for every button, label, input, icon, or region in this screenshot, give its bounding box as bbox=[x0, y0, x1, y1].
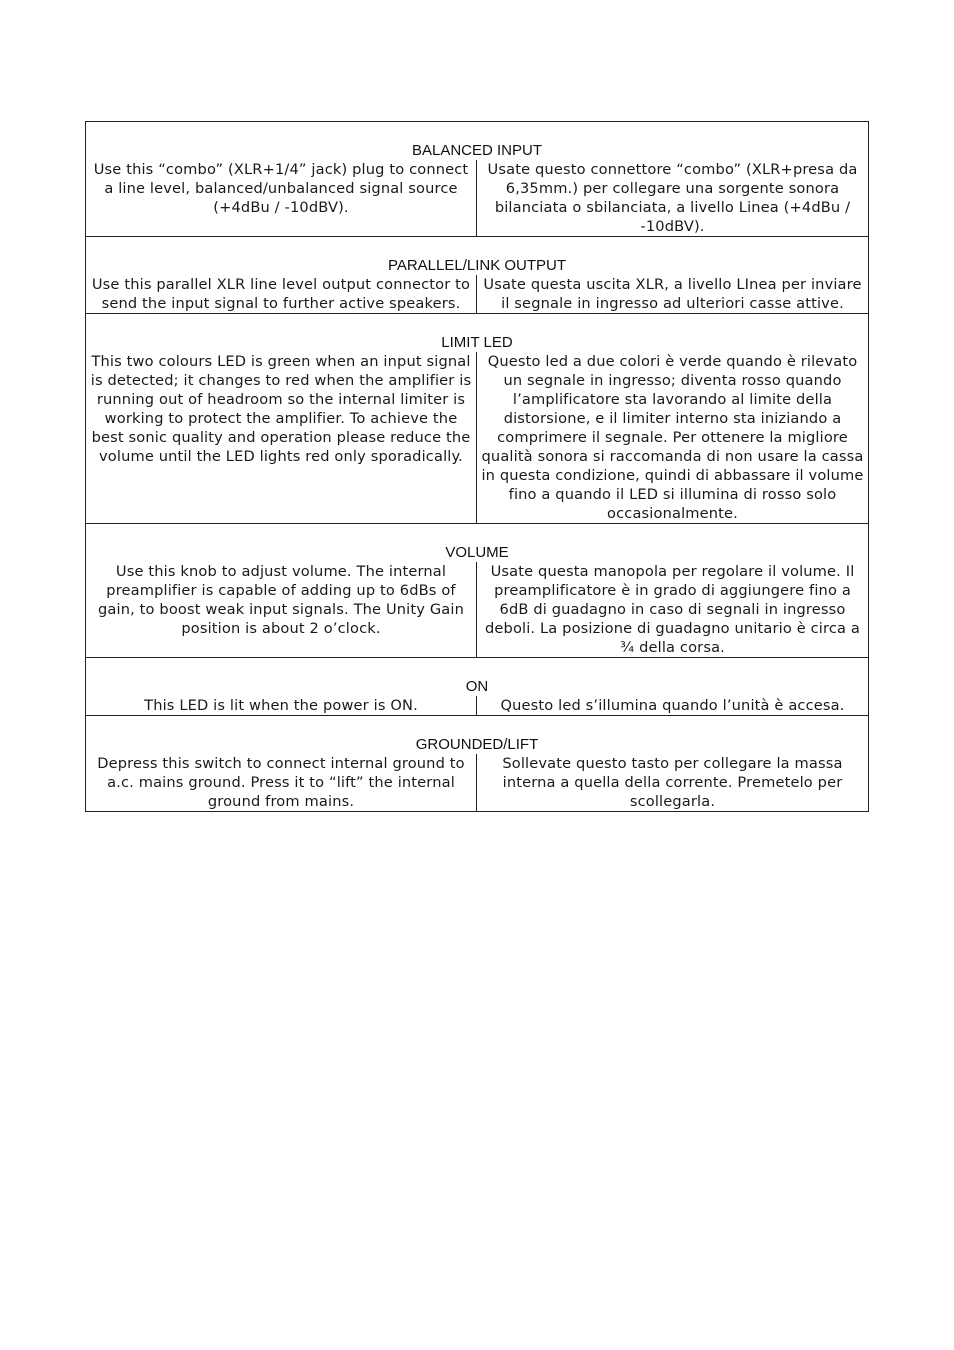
section-title: GROUNDED/LIFT bbox=[415, 736, 539, 753]
section-balanced-input bbox=[86, 141, 868, 237]
italian-description: Usate questa uscita XLR, a livello LInea per inviare il segnale in ingresso ad ulteriori casse attive. bbox=[483, 276, 862, 312]
section-title: LIMIT LED bbox=[441, 334, 513, 351]
italian-description: Usate questa manopola per regolare il volume. Il preamplificatore è in grado di aggiungere fino a 6dB di guadagno in caso di segnali in ingresso deboli. La posizione di guadagno unitario è circa a ¾ della corsa. bbox=[484, 563, 860, 656]
english-description: This two colours LED is green when an input signal is detected; it changes to red when the amplifier is running out of headroom so the internal limiter is working to protect the amplifier. To achieve the best sonic quality and operation please reduce the volume until the LED lights red only sporadically. bbox=[86, 352, 477, 523]
section-title: ON bbox=[465, 678, 489, 695]
italian-description: Questo led a due colori è verde quando è rilevato un segnale in ingresso; diventa rosso quando l’amplificatore sta lavorando al limite della distorsione, e il limiter interno sta iniziando a comprimere il segnale. Per ottenere la migliore qualità sonora si raccomanda di non usare la cassa in questa condizione, quindi di abbassare il volume fino a quando il LED si illumina di rosso solo occasionalmente. bbox=[481, 353, 864, 522]
english-description: Use this parallel XLR line level output connector to send the input signal to further active speakers. bbox=[86, 275, 477, 313]
section-title: VOLUME bbox=[445, 544, 509, 561]
section-grounded-lift bbox=[86, 735, 868, 811]
specs-table bbox=[85, 121, 869, 812]
italian-description: Sollevate questo tasto per collegare la massa interna a quella della corrente. Premetelo per scollegarla. bbox=[502, 755, 843, 810]
italian-description: Questo led s’illumina quando l’unità è accesa. bbox=[500, 697, 845, 714]
english-description: Use this “combo” (XLR+1/4” jack) plug to connect a line level, balanced/unbalanced signal source (+4dBu / -10dBV). bbox=[86, 160, 477, 236]
english-description: This LED is lit when the power is ON. bbox=[86, 696, 477, 715]
section-limit-led bbox=[86, 333, 868, 524]
section-volume bbox=[86, 543, 868, 658]
section-title: BALANCED INPUT bbox=[411, 142, 543, 159]
section-title: PARALLEL/LINK OUTPUT bbox=[387, 257, 567, 274]
section-parallel-link-output bbox=[86, 256, 868, 314]
english-description: Use this knob to adjust volume. The internal preamplifier is capable of adding up to 6dBs of gain, to boost weak input signals. The Unity Gain position is about 2 o’clock. bbox=[86, 562, 477, 657]
english-description: Depress this switch to connect internal ground to a.c. mains ground. Press it to “lift” the internal ground from mains. bbox=[86, 754, 477, 811]
italian-description: Usate questo connettore “combo” (XLR+presa da 6,35mm.) per collegare una sorgente sonora bilanciata o sbilanciata, a livello Linea (+4dBu / -10dBV). bbox=[487, 161, 858, 235]
section-on bbox=[86, 677, 868, 716]
